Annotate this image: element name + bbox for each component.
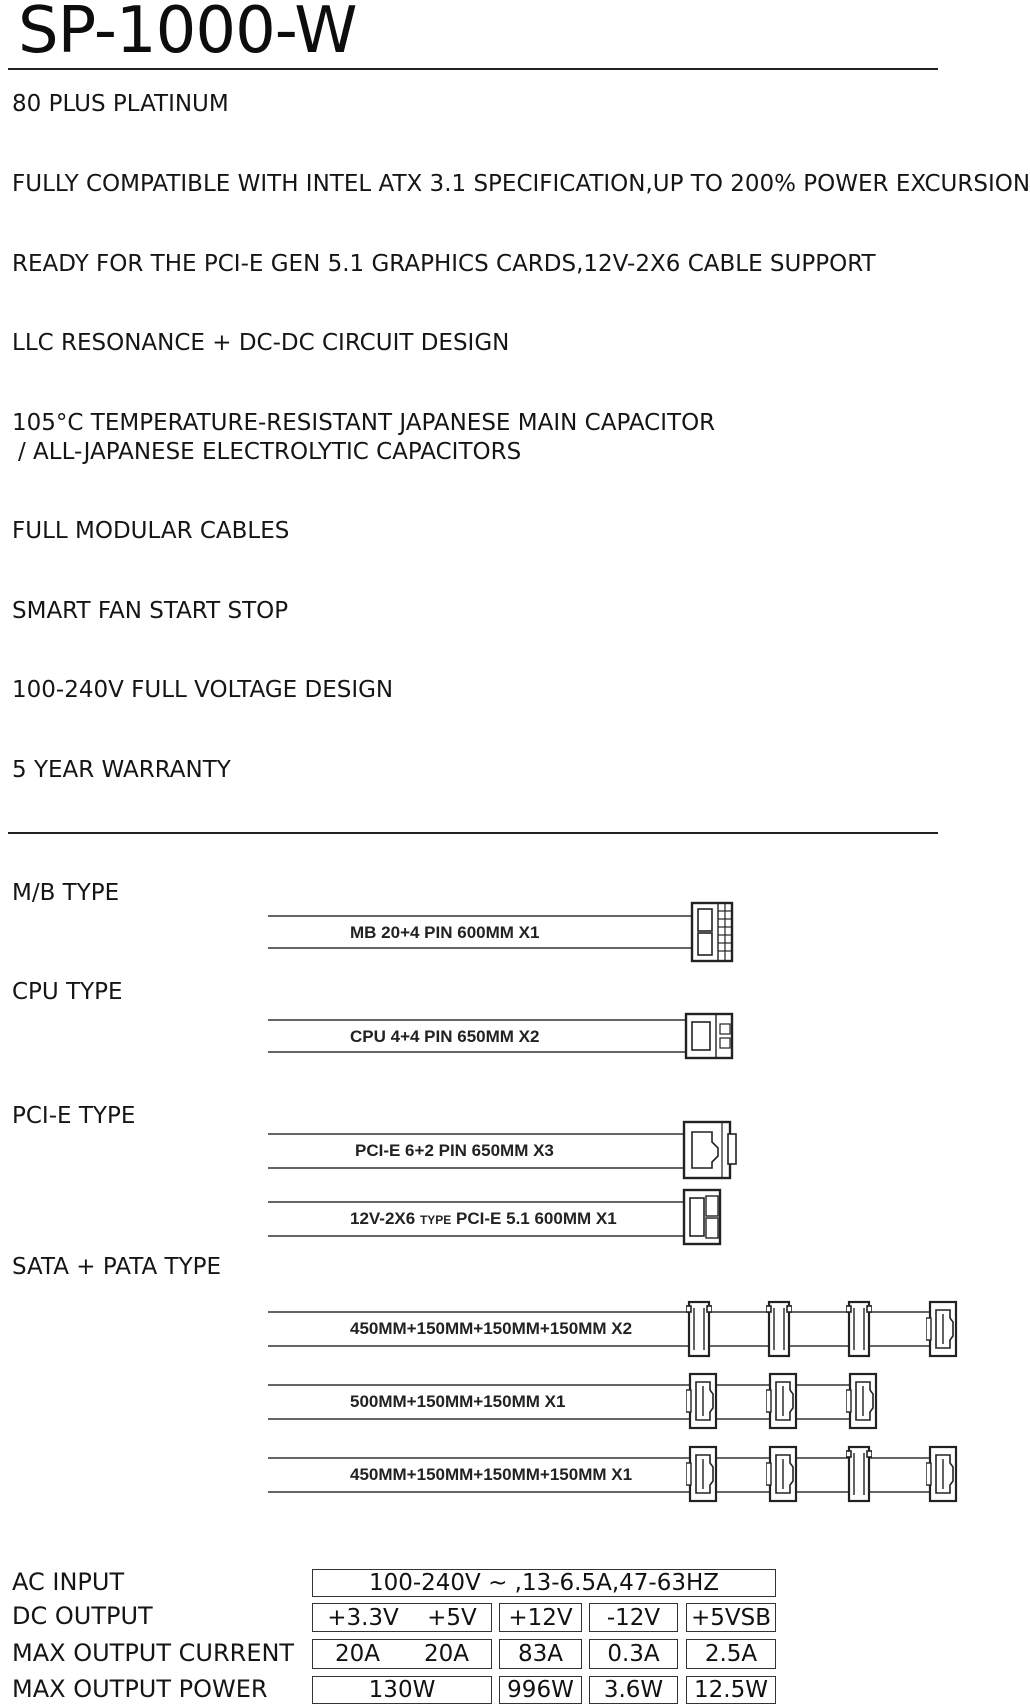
dc-output-neg12v: -12V [589, 1603, 678, 1632]
svg-text:12V-2X6 TYPE PCI-E [350, 1209, 617, 1228]
cable-label-sata: SATA + PATA TYPE [12, 1254, 222, 1280]
sata-cable-1 [268, 1302, 956, 1356]
spec-label-dc-output: DC OUTPUT [12, 1602, 153, 1630]
feature-modular: FULL MODULAR CABLES [12, 518, 290, 544]
pcie5-connector [684, 1190, 720, 1244]
spec-label-ac-input: AC INPUT [12, 1568, 125, 1596]
mb-cable [268, 903, 732, 961]
feature-llc: LLC RESONANCE + DC-DC CIRCUIT DESIGN [12, 330, 510, 356]
pcie-connector [684, 1122, 736, 1178]
max-current-12v: 83A [499, 1639, 582, 1669]
max-current-3v3: 20A [334, 1641, 380, 1667]
max-current-5v: 20A [423, 1641, 469, 1667]
product-title: SP-1000-W [18, 0, 357, 68]
dc-output-5vsb: +5VSB [686, 1603, 776, 1632]
pcie5-cable-prefix: 12V-2X6 [350, 1209, 416, 1228]
cable-label-cpu: CPU TYPE [12, 979, 123, 1005]
ac-input-value: 100-240V ~ ,13-6.5A,47-63HZ [312, 1569, 776, 1597]
feature-capacitor-line2: / ALL-JAPANESE ELECTROLYTIC CAPACITORS [18, 439, 522, 465]
max-power-5vsb: 12.5W [686, 1676, 776, 1704]
dc-output-cell-3v3-5v [312, 1603, 492, 1632]
dc-output-3v3: +3.3V [327, 1604, 399, 1631]
spec-label-max-current: MAX OUTPUT CURRENT [12, 1639, 295, 1667]
feature-80plus: 80 PLUS PLATINUM [12, 91, 229, 117]
sata-cable-3-label: 450MM+150MM+150MM+150MM X1 [350, 1465, 633, 1484]
max-current-neg12v: 0.3A [589, 1639, 678, 1669]
pcie-cable-label: PCI-E 6+2 PIN 650MM X3 [355, 1141, 554, 1160]
dc-output-12v: +12V [499, 1603, 582, 1632]
sata-cable-3 [268, 1447, 956, 1501]
feature-atx31: FULLY COMPATIBLE WITH INTEL ATX 3.1 SPECIFICATION,UP TO 200% POWER EXCURSION [12, 171, 1030, 197]
max-current-cell-3v3-5v [312, 1639, 492, 1669]
pcie5-cable-type: TYPE [419, 1213, 452, 1227]
feature-pcie51: READY FOR THE PCI-E GEN 5.1 GRAPHICS CARDS,12V-2X6 CABLE SUPPORT [12, 251, 876, 277]
spec-label-max-power: MAX OUTPUT POWER [12, 1675, 268, 1703]
dc-output-5v: +5V [427, 1604, 477, 1631]
cable-label-pcie: PCI-E TYPE [12, 1103, 136, 1129]
max-power-neg12v: 3.6W [589, 1676, 678, 1704]
pcie5-cable-suffix: PCI-E 5.1 600MM X1 [456, 1209, 617, 1228]
feature-fan: SMART FAN START STOP [12, 598, 289, 624]
cpu-cable-label: CPU 4+4 PIN 650MM X2 [350, 1027, 540, 1046]
pcie-cable [268, 1122, 736, 1178]
mb-connector [692, 903, 732, 961]
max-power-3v3-5v: 130W [312, 1676, 492, 1704]
feature-voltage: 100-240V FULL VOLTAGE DESIGN [12, 677, 394, 703]
sata-cable-2 [268, 1374, 876, 1428]
cpu-cable [268, 1014, 732, 1058]
pcie5-cable [268, 1190, 720, 1244]
sata-cable-2-label: 500MM+150MM+150MM X1 [350, 1392, 566, 1411]
cable-label-mb: M/B TYPE [12, 880, 120, 906]
max-power-12v: 996W [499, 1676, 582, 1704]
feature-warranty: 5 YEAR WARRANTY [12, 757, 231, 783]
feature-capacitor-line1: 105°C TEMPERATURE-RESISTANT JAPANESE MAIN CAPACITOR [12, 410, 716, 436]
mb-cable-label: MB 20+4 PIN 600MM X1 [350, 923, 540, 942]
sata-cable-1-label: 450MM+150MM+150MM+150MM X2 [350, 1319, 633, 1338]
cpu-connector [686, 1014, 732, 1058]
max-current-5vsb: 2.5A [686, 1639, 776, 1669]
